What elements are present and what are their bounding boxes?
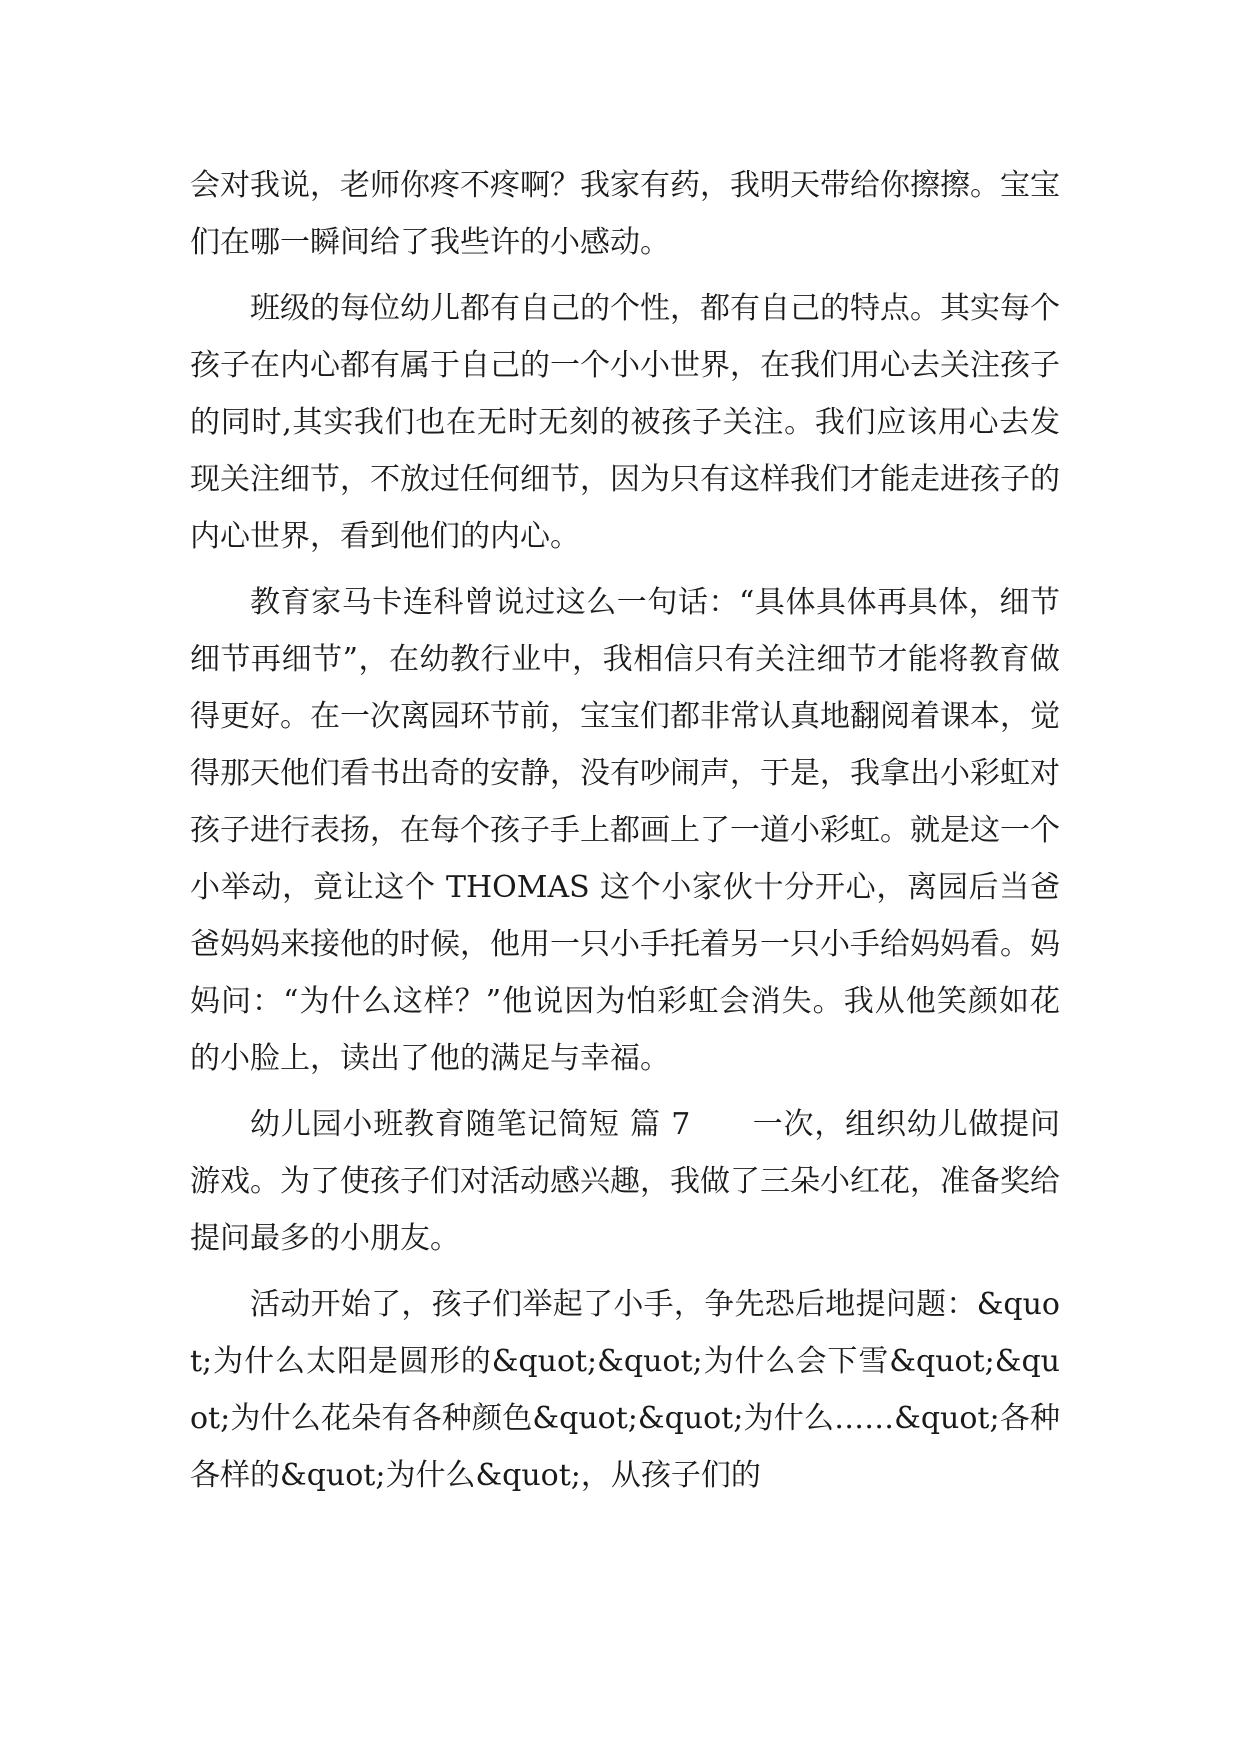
paragraph-3: 教育家马卡连科曾说过这么一句话：“具体具体再具体，细节细节再细节”，在幼教行业中，我相信只有关注细节才能将教育做得更好。在一次离园环节前，宝宝们都非常认真地翻阅着课本，觉得那天他们看书出奇的安静，没有吵闹声，于是，我拿出小彩虹对孩子进行表扬，在每个孩子手上都画上了一道小彩虹。就是这一个小举动，竟让这个 THOMAS 这个小家伙十分开心，离园后当爸爸妈妈来接他的时候，他用一只小手托着另一只小手给妈妈看。妈妈问：“为什么这样？”他说因为怕彩虹会消失。我从他笑颜如花的小脸上，读出了他的满足与幸福。 bbox=[190, 585, 1060, 1076]
paragraph-4: 幼儿园小班教育随笔记简短 篇 7 一次，组织幼儿做提问游戏。为了使孩子们对活动感兴趣，我做了三朵小红花，准备奖给提问最多的小朋友。 bbox=[190, 1107, 1060, 1256]
paragraph-2: 班级的每位幼儿都有自己的个性，都有自己的特点。其实每个孩子在内心都有属于自己的一个小小世界，在我们用心去关注孩子的同时,其实我们也在无时无刻的被孩子关注。我们应该用心去发现关注细节，不放过任何细节，因为只有这样我们才能走进孩子的内心世界，看到他们的内心。 bbox=[190, 291, 1060, 554]
paragraph-1: 会对我说，老师你疼不疼啊？我家有药，我明天带给你擦擦。宝宝们在哪一瞬间给了我些许的小感动。 bbox=[190, 168, 1060, 260]
document-body bbox=[190, 157, 1060, 1513]
paragraph-5: 活动开始了，孩子们举起了小手，争先恐后地提问题：&quot;为什么太阳是圆形的&quot;&quot;为什么会下雪&quot;&quot;为什么花朵有各种颜色&quot;&quot;为什么……&quot;各种各样的&quot;为什么&quot;，从孩子们的 bbox=[190, 1287, 1060, 1493]
